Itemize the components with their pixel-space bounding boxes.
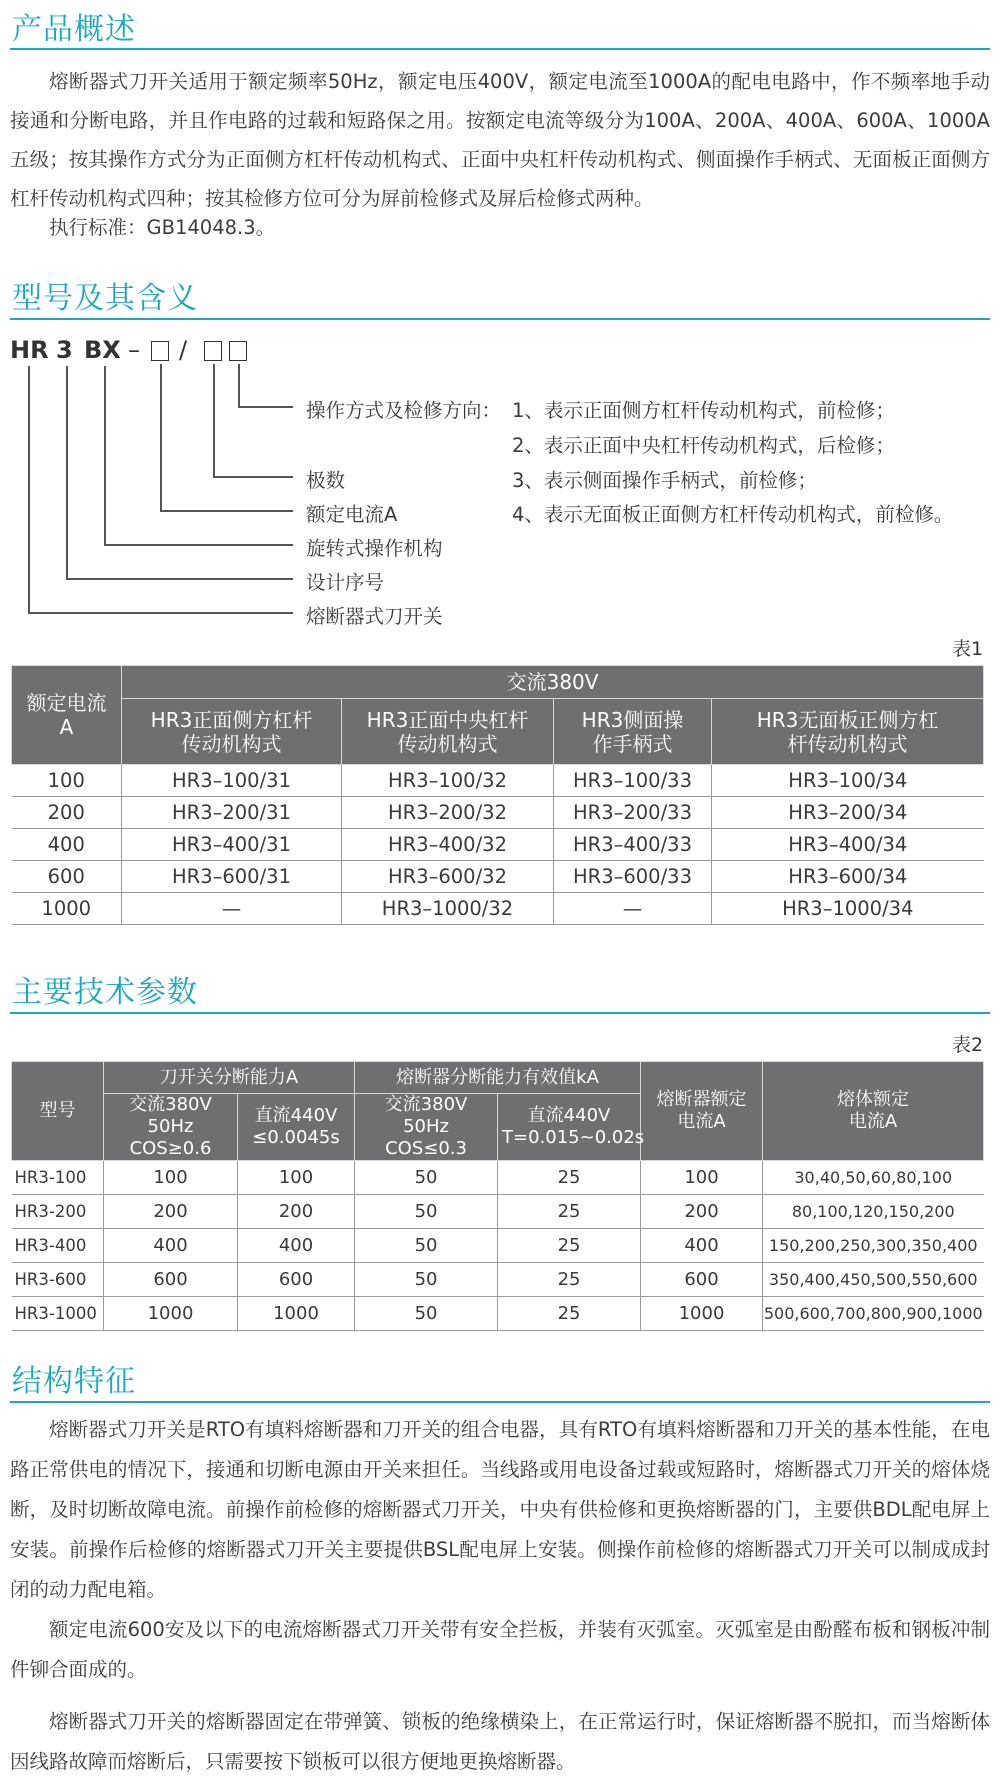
cell: 600	[104, 1263, 238, 1297]
label-design-seq: 设计序号	[306, 571, 385, 594]
cell: HR3–400/34	[712, 829, 984, 861]
option-4: 4、表示无面板正面侧方杠杆传动机构式，前检修。	[512, 503, 954, 526]
table-row	[12, 797, 984, 829]
cell: 80,100,120,150,200	[763, 1195, 984, 1229]
cell: HR3-1000	[12, 1297, 104, 1331]
cell: 30,40,50,60,80,100	[763, 1161, 984, 1195]
code-3: 3	[56, 336, 73, 364]
code-slash: /	[179, 336, 188, 364]
table-row	[12, 1161, 984, 1195]
cell: HR3–600/34	[712, 861, 984, 893]
label-mechanism: 旋转式操作机构	[306, 537, 443, 560]
table1-col-header: HR3正面中央杠杆传动机构式	[342, 699, 554, 765]
cell: HR3–200/32	[342, 797, 554, 829]
table-row	[12, 1297, 984, 1331]
table1-col-header: HR3无面板正侧方杠杆传动机构式	[712, 699, 984, 765]
table2	[11, 1061, 984, 1331]
section-title-overview: 产品概述	[12, 12, 136, 47]
cell: 400	[104, 1229, 238, 1263]
section-title-params: 主要技术参数	[12, 975, 198, 1010]
structure-paragraph-1: 熔断器式刀开关是RTO有填料熔断器和刀开关的组合电器，具有RTO有填料熔断器和刀开关的基本性能，在电路正常供电的情况下，接通和切断电源由开关来担任。当线路或用电设备过载或短路时，熔断器式刀开关的熔体烧断，及时切断故障电流。前操作前检修的熔断器式刀开关，中央有供检修和更换熔断器的门，主要供BDL配电屏上安装。前操作后检修的熔断器式刀开关主要提供BSL配电屏上安装。侧操作前检修的熔断器式刀开关可以制成成封闭的动力配电箱。	[10, 1418, 990, 1601]
cell: 400	[238, 1229, 355, 1263]
cell: HR3–400/32	[342, 829, 554, 861]
section-rule	[10, 1401, 990, 1403]
cell: 350,400,450,500,550,600	[763, 1263, 984, 1297]
table2-subheader: 交流380V 50Hz COS≤0.3	[355, 1094, 498, 1161]
cell: 50	[355, 1263, 498, 1297]
cell: 200	[104, 1195, 238, 1229]
structure-paragraph-3: 熔断器式刀开关的熔断器固定在带弹簧、锁板的绝缘横染上，在正常运行时，保证熔断器不脱扣，而当熔断体因线路故障而熔断后，只需要按下锁板可以很方便地更换熔断器。	[10, 1710, 990, 1773]
cell: 1000	[12, 893, 122, 925]
table-row	[12, 861, 984, 893]
cell: —	[554, 893, 712, 925]
structure-paragraph-2: 额定电流600安及以下的电流熔断器式刀开关带有安全拦板，并装有灭弧室。灭弧室是由酚醛布板和钢板冲制件铆合面成的。	[10, 1618, 990, 1681]
cell: 600	[641, 1263, 763, 1297]
cell: HR3–100/34	[712, 765, 984, 797]
cell: HR3–400/31	[122, 829, 342, 861]
cell: 600	[12, 861, 122, 893]
cell: 1000	[104, 1297, 238, 1331]
table-row	[12, 765, 984, 797]
section-rule	[10, 318, 990, 320]
cell: —	[122, 893, 342, 925]
cell: HR3–600/33	[554, 861, 712, 893]
cell: HR3–100/32	[342, 765, 554, 797]
table1-col-header: HR3侧面操作手柄式	[554, 699, 712, 765]
cell: 25	[498, 1229, 641, 1263]
cell: 200	[238, 1195, 355, 1229]
cell: HR3–1000/32	[342, 893, 554, 925]
table1-header-ac: 交流380V	[122, 666, 984, 699]
table2-subheader: 直流440V T=0.015~0.02s	[498, 1094, 641, 1161]
cell: HR3–400/33	[554, 829, 712, 861]
option-1: 1、表示正面侧方杠杆传动机构式，前检修；	[512, 399, 895, 422]
cell: 50	[355, 1161, 498, 1195]
cell: 400	[641, 1229, 763, 1263]
cell: HR3–600/32	[342, 861, 554, 893]
table1-caption: 表1	[952, 638, 984, 660]
cell: 200	[12, 797, 122, 829]
cell: HR3–100/31	[122, 765, 342, 797]
label-rated-current: 额定电流A	[306, 503, 398, 526]
section-rule	[10, 1012, 990, 1014]
table2-header-melt: 熔体额定电流A	[763, 1062, 984, 1161]
label-product-name: 熔断器式刀开关	[306, 605, 443, 628]
cell: HR3-400	[12, 1229, 104, 1263]
table2-header-model: 型号	[12, 1062, 104, 1161]
code-hr: HR	[10, 336, 49, 364]
cell: HR3–600/31	[122, 861, 342, 893]
cell: 200	[641, 1195, 763, 1229]
table-row	[12, 1263, 984, 1297]
cell: 100	[641, 1161, 763, 1195]
cell: 25	[498, 1195, 641, 1229]
table2-caption: 表2	[952, 1034, 984, 1056]
overview-paragraph: 熔断器式刀开关适用于额定频率50Hz，额定电压400V，额定电流至1000A的配电电路中，作不频率地手动接通和分断电路，并且作电路的过载和短路保之用。按额定电流等级分为100A、200A、400A、600A、1000A五级；按其操作方式分为正面侧方杠杆传动机构式、正面中央杠杆传动机构式、侧面操作手柄式、无面板正面侧方杠杆传动机构式四种；按其检修方位可分为屏前检修式及屏后检修式两种。	[10, 70, 990, 210]
cell: 600	[238, 1263, 355, 1297]
table2-header-fuse: 熔断器分断能力有效值kA	[355, 1062, 641, 1094]
option-2: 2、表示正面中央杠杆传动机构式，后检修；	[512, 434, 895, 457]
table1-col-header: HR3正面侧方杠杆传动机构式	[122, 699, 342, 765]
box-op	[229, 341, 247, 361]
cell: HR3-200	[12, 1195, 104, 1229]
label-poles: 极数	[306, 469, 346, 492]
cell: 25	[498, 1297, 641, 1331]
cell: 50	[355, 1297, 498, 1331]
cell: 500,600,700,800,900,1000	[763, 1297, 984, 1331]
table2-header-knife: 刀开关分断能力A	[104, 1062, 355, 1094]
section-title-structure: 结构特征	[12, 1364, 136, 1399]
cell: 400	[12, 829, 122, 861]
code-bx: BX	[84, 336, 121, 364]
cell: 1000	[238, 1297, 355, 1331]
table1	[11, 665, 984, 925]
cell: HR3–200/33	[554, 797, 712, 829]
code-dash: –	[128, 336, 140, 364]
cell: 150,200,250,300,350,400	[763, 1229, 984, 1263]
table-row	[12, 1229, 984, 1263]
table-row	[12, 1195, 984, 1229]
section-rule	[10, 48, 990, 50]
section-title-model: 型号及其含义	[12, 281, 198, 316]
overview-standard: 执行标准：GB14048.3。	[49, 216, 276, 239]
cell: HR3–100/33	[554, 765, 712, 797]
table2-subheader: 交流380V 50Hz COS≥0.6	[104, 1094, 238, 1161]
cell: HR3-600	[12, 1263, 104, 1297]
label-operation: 操作方式及检修方向：	[306, 399, 502, 422]
cell: 25	[498, 1263, 641, 1297]
table-row	[12, 829, 984, 861]
cell: HR3–200/34	[712, 797, 984, 829]
cell: 1000	[641, 1297, 763, 1331]
box-poles	[204, 341, 222, 361]
table1-header-current: 额定电流A	[12, 666, 122, 765]
cell: HR3-100	[12, 1161, 104, 1195]
cell: 100	[238, 1161, 355, 1195]
table-row	[12, 893, 984, 925]
option-3: 3、表示侧面操作手柄式，前检修；	[512, 469, 817, 492]
box-current	[151, 341, 169, 361]
cell: 50	[355, 1229, 498, 1263]
cell: 100	[104, 1161, 238, 1195]
cell: HR3–1000/34	[712, 893, 984, 925]
table2-subheader: 直流440V ≤0.0045s	[238, 1094, 355, 1161]
table2-header-fuse-rated: 熔断器额定电流A	[641, 1062, 763, 1161]
cell: 50	[355, 1195, 498, 1229]
cell: 25	[498, 1161, 641, 1195]
cell: HR3–200/31	[122, 797, 342, 829]
cell: 100	[12, 765, 122, 797]
